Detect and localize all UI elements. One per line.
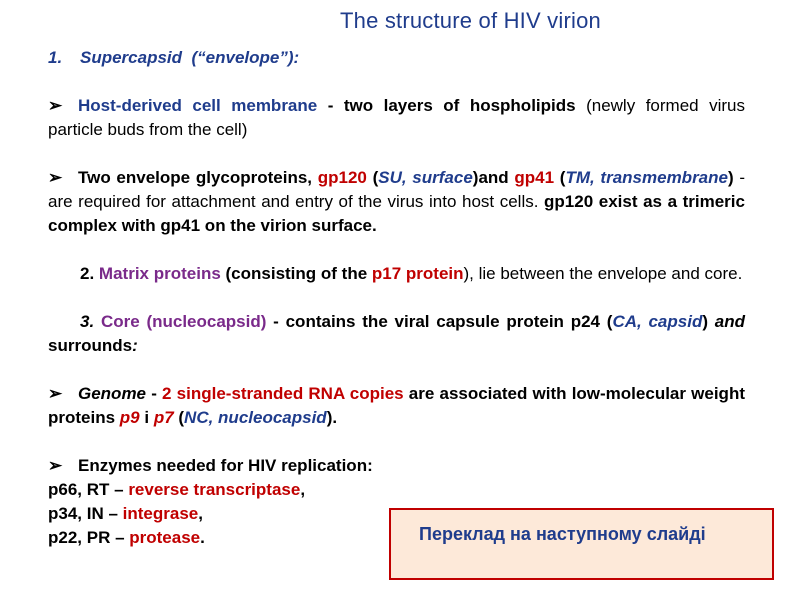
paren-open: ( [366, 168, 379, 187]
paren-open: ( [173, 408, 185, 427]
host-membrane-term: Host-derived cell membrane [78, 96, 318, 115]
translation-note-box [389, 508, 774, 580]
enzymes-heading: Enzymes needed for HIV replication: [78, 456, 373, 475]
section-supercapsid [48, 46, 745, 70]
gp120-term: gp120 [317, 168, 367, 187]
enzyme-end: , [198, 504, 203, 523]
glycoprotein-text: Two envelope glycoproteins, [78, 168, 318, 187]
supercapsid-label: Supercapsid [80, 48, 183, 67]
arrow-bullet-icon: ➢ [48, 168, 63, 187]
paren-open: ( [554, 168, 566, 187]
bullet-host-membrane [48, 94, 745, 142]
matrix-proteins-term: Matrix proteins [98, 264, 221, 283]
p7-term: p7 [153, 408, 174, 427]
paren-close: ). [326, 408, 338, 427]
dash-separator: - [146, 384, 163, 403]
section-core [48, 310, 745, 358]
p17-term: p17 protein [371, 264, 464, 283]
bud-text: (newly formed virus particle buds from the cell) [48, 96, 745, 139]
bullet-enzymes [48, 454, 745, 478]
ca-capsid-term: CA, capsid [612, 312, 703, 331]
slide-body [48, 46, 745, 550]
enzyme-name: integrase [122, 504, 199, 523]
core-term: Core (nucleocapsid) [100, 312, 267, 331]
trimeric-complex-text: gp120 exist as a trimeric complex with gp41 on the virion surface. [48, 192, 745, 235]
arrow-bullet-icon: ➢ [48, 456, 63, 475]
bullet-glycoproteins [48, 166, 745, 238]
p9-term: p9 [119, 408, 140, 427]
enzyme-item [48, 478, 745, 502]
genome-term: Genome [78, 384, 147, 403]
genome-text: are associated with low-molecular weight proteins [48, 384, 745, 427]
section-number: 1. [48, 48, 63, 67]
bullet-genome [48, 382, 745, 430]
section-matrix [48, 262, 745, 286]
slide-title: The structure of HIV virion [340, 8, 601, 33]
colon: : [132, 336, 138, 355]
paren-close: ) [727, 168, 734, 187]
tm-transmembrane-term: TM, transmembrane [565, 168, 728, 187]
gp41-term: gp41 [514, 168, 555, 187]
enzyme-code: p66, RT – [48, 480, 129, 499]
section-number: 3. [80, 312, 95, 331]
enzyme-name: protease [129, 528, 201, 547]
enzyme-name: reverse transcriptase [128, 480, 301, 499]
glycoprotein-rest: - are required for attachment and entry of the virus into host cells. [48, 168, 746, 211]
and-text: and [478, 168, 515, 187]
conjunction-text: і [139, 408, 154, 427]
and-text: and [714, 312, 746, 331]
paren-close: ) [702, 312, 715, 331]
matrix-rest: ), lie between the envelope and core. [463, 264, 743, 283]
enzyme-code: p22, PR – [48, 528, 130, 547]
rna-copies-term: 2 single-stranded RNA copies [162, 384, 404, 403]
core-text: - contains the viral capsule protein p24 ( [266, 312, 613, 331]
surrounds-text: surrounds [48, 336, 133, 355]
matrix-text: (consisting of the [220, 264, 372, 283]
translation-note-text: Переклад на наступному слайді [419, 524, 706, 544]
enzyme-code: p34, IN – [48, 504, 123, 523]
enzyme-end: , [300, 480, 306, 499]
phospholipid-text: two layers of hospholipids [343, 96, 576, 115]
nc-nucleocapsid-term: NC, nucleocapsid [184, 408, 327, 427]
dash-separator: - [317, 96, 344, 115]
arrow-bullet-icon: ➢ [48, 96, 63, 115]
section-number: 2. [80, 264, 95, 283]
enzyme-end: . [200, 528, 205, 547]
arrow-bullet-icon: ➢ [48, 384, 63, 403]
su-surface-term: SU, surface [378, 168, 473, 187]
paren-close: ) [472, 168, 479, 187]
envelope-label: (“envelope”): [191, 48, 300, 67]
